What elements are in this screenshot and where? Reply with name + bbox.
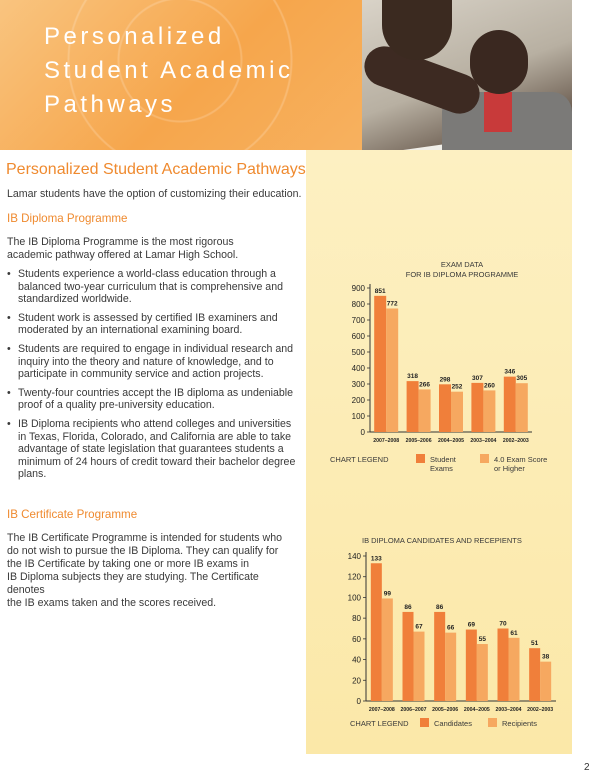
ib-diploma-bullets: [7, 268, 297, 487]
y-tick-label: 700: [351, 316, 365, 325]
bar: [466, 630, 477, 701]
legend-label: Exams: [430, 464, 453, 473]
data-label: 318: [407, 373, 419, 381]
bar: [529, 648, 540, 701]
page-number: 2: [584, 762, 590, 773]
bar: [451, 392, 463, 432]
ib-certificate-line: the IB Certificate by taking one or more IB exams in: [7, 558, 250, 570]
header-banner: [0, 0, 362, 150]
y-tick-label: 200: [351, 396, 365, 405]
banner-title: Personalized Student Academic Pathways: [44, 23, 294, 118]
x-tick-label: 2007–2008: [373, 438, 400, 444]
y-tick-label: 800: [351, 300, 365, 309]
chart-title: FOR IB DIPLOMA PROGRAMME: [405, 270, 519, 279]
x-tick-label: 2002–2003: [502, 438, 529, 444]
data-label: 70: [499, 620, 507, 628]
x-tick-label: 2007–2008: [368, 707, 395, 713]
data-label: 266: [419, 381, 431, 389]
ib-diploma-heading: IB Diploma Programme: [7, 212, 128, 225]
ib-certificate-line: the IB exams taken and the scores received.: [7, 597, 217, 609]
data-label: 307: [471, 374, 483, 382]
y-tick-label: 100: [347, 593, 361, 603]
data-label: 298: [439, 376, 451, 384]
data-label: 61: [510, 629, 518, 637]
x-tick-label: 2004–2005: [463, 707, 490, 713]
legend-title: CHART LEGEND: [350, 719, 409, 728]
y-tick-label: 60: [352, 634, 361, 644]
ib-certificate-line: IB Diploma subjects they are studying. The Certificate: [7, 571, 259, 583]
data-label: 772: [386, 300, 398, 308]
data-label: 133: [370, 555, 382, 563]
bar: [414, 632, 425, 701]
y-tick-label: 100: [351, 412, 365, 421]
data-label: 851: [374, 287, 386, 295]
data-label: 51: [531, 640, 539, 648]
bar: [382, 598, 393, 701]
legend-label: Recipients: [502, 719, 538, 728]
bar: [371, 563, 382, 701]
y-tick-label: 0: [360, 428, 365, 437]
bullet-item: • Students are required to engage in individual research and inquiry into the theory and nature of knowledge, and to participate in community service and action projects.: [7, 343, 297, 381]
ib-certificate-line: do not wish to pursue the IB Diploma. They can qualify for: [7, 545, 279, 557]
bar: [477, 644, 488, 701]
exam-data-chart: [306, 254, 572, 476]
bar: [504, 377, 516, 432]
bar: [407, 381, 419, 432]
bar: [540, 662, 551, 701]
legend-label: Student: [430, 455, 456, 464]
data-label: 99: [383, 590, 391, 598]
data-label: 67: [415, 623, 423, 631]
x-tick-label: 2002–2003: [527, 707, 554, 713]
y-tick-label: 500: [351, 348, 365, 357]
page-title: Personalized Student Academic Pathways: [6, 161, 306, 178]
y-tick-label: 120: [347, 572, 361, 582]
bullet-item: • Students experience a world-class education through a balanced two-year curriculum that is comprehensive and standardized worldwide.: [7, 268, 297, 306]
data-label: 69: [467, 621, 475, 629]
y-tick-label: 900: [351, 284, 365, 293]
bar: [419, 389, 431, 432]
x-tick-label: 2006–2007: [400, 707, 427, 713]
chart-title: EXAM DATA: [440, 260, 484, 269]
bar: [471, 383, 483, 432]
data-label: 305: [516, 375, 528, 383]
chart-title: IB DIPLOMA CANDIDATES AND RECEPIENTS: [362, 536, 522, 545]
ib-certificate-heading: IB Certificate Programme: [7, 508, 138, 521]
bar: [516, 383, 528, 432]
bar: [509, 638, 520, 701]
bar: [374, 296, 386, 432]
data-label: 252: [451, 383, 463, 391]
data-label: 55: [478, 636, 486, 644]
data-label: 346: [504, 368, 516, 376]
data-label: 86: [436, 603, 444, 611]
data-label: 260: [483, 382, 495, 390]
x-tick-label: 2003–2004: [470, 438, 497, 444]
bar: [386, 308, 398, 432]
bullet-item: • Student work is assessed by certified IB examiners and moderated by an international examining board.: [7, 312, 297, 337]
y-tick-label: 0: [356, 697, 361, 706]
legend-label: Candidates: [434, 719, 472, 728]
bar: [434, 612, 445, 701]
candidates-recipients-chart: [306, 530, 572, 740]
bar: [483, 390, 495, 432]
y-tick-label: 400: [351, 364, 365, 373]
data-label: 66: [447, 624, 455, 632]
ib-diploma-para-line: The IB Diploma Programme is the most rigorous: [7, 236, 234, 248]
bar: [498, 629, 509, 702]
y-tick-label: 40: [352, 655, 361, 665]
bullet-item: • Twenty-four countries accept the IB diploma as undeniable proof of a quality pre-university education.: [7, 387, 297, 412]
x-tick-label: 2005–2006: [432, 707, 459, 713]
legend-title: CHART LEGEND: [330, 455, 389, 464]
bar: [445, 633, 456, 701]
y-tick-label: 600: [351, 332, 365, 341]
y-tick-label: 20: [352, 676, 361, 686]
legend-swatch: [420, 718, 429, 727]
legend-swatch: [480, 454, 489, 463]
bar: [439, 384, 451, 432]
legend-label: 4.0 Exam Score: [494, 455, 548, 464]
y-tick-label: 140: [347, 552, 361, 561]
bar: [403, 612, 414, 701]
data-label: 38: [542, 653, 550, 661]
ib-certificate-line: The IB Certificate Programme is intended for students who: [7, 532, 282, 544]
intro-text: Lamar students have the option of customizing their education.: [7, 188, 302, 200]
legend-swatch: [416, 454, 425, 463]
ib-certificate-line: denotes: [7, 584, 45, 596]
ib-diploma-para-line: academic pathway offered at Lamar High School.: [7, 249, 239, 261]
y-tick-label: 300: [351, 380, 365, 389]
x-tick-label: 2005–2006: [405, 438, 432, 444]
x-tick-label: 2004–2005: [438, 438, 464, 444]
legend-label: or Higher: [494, 464, 525, 473]
legend-swatch: [488, 718, 497, 727]
x-tick-label: 2003–2004: [495, 707, 522, 713]
bullet-item: • IB Diploma recipients who attend colleges and universities in Texas, Florida, Colorado, and California are able to take advantage of state legislation that guarantees students a minimum of 24 hours of credit toward their bachelor degree plans.: [7, 418, 297, 481]
y-tick-label: 80: [352, 614, 361, 624]
data-label: 86: [404, 603, 412, 611]
